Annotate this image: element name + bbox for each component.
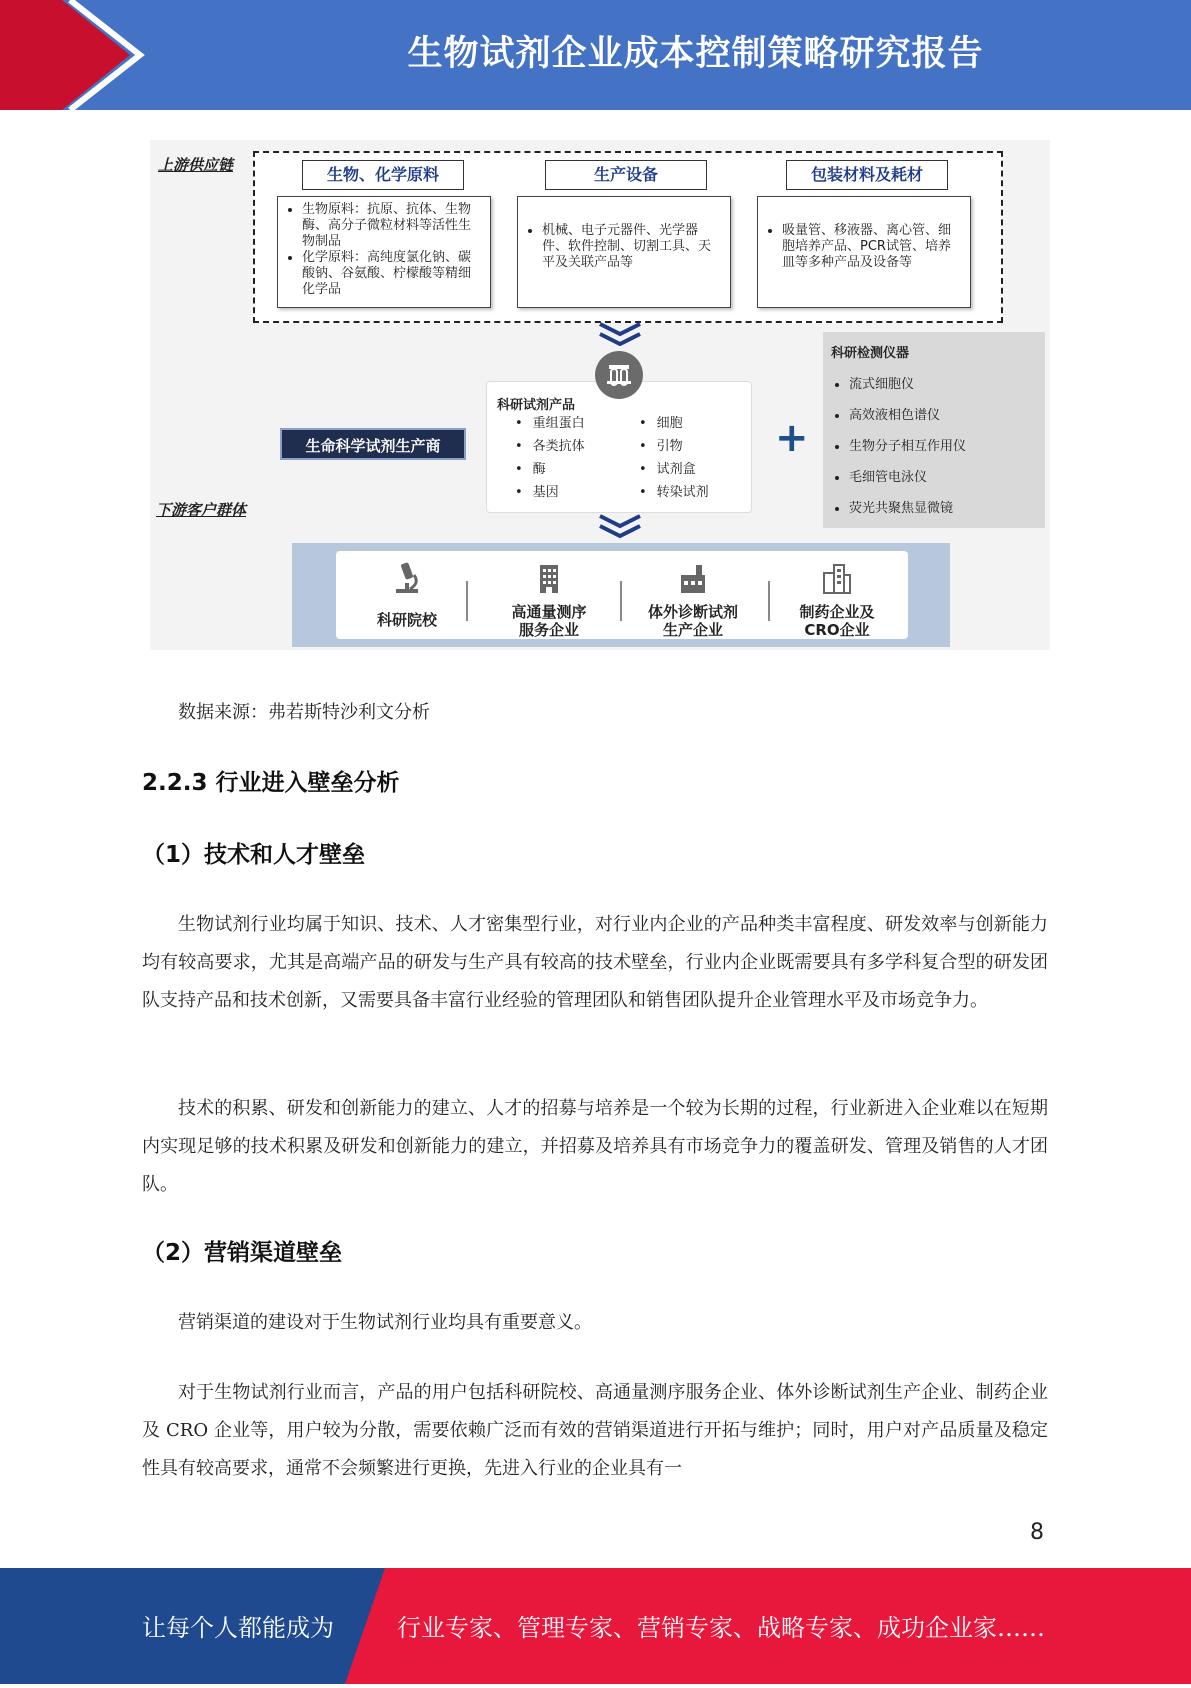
subsection-heading: （2）营销渠道壁垒 bbox=[142, 1240, 343, 1266]
list-item: • 化学原料：高纯度氯化钠、碳酸钠、谷氨酸、柠檬酸等精细化学品 bbox=[302, 250, 482, 298]
list-item: • 吸量管、移液器、离心管、细胞培养产品、PCR试管、培养皿等多种产品及设备等 bbox=[782, 223, 962, 271]
figure-source: 数据来源：弗若斯特沙利文分析 bbox=[178, 702, 430, 723]
list-item: • 重组蛋白 bbox=[529, 412, 585, 435]
list-item: • 转染试剂 bbox=[653, 481, 709, 504]
list-item: • 高效液相色谱仪 bbox=[849, 400, 1037, 431]
list-item: • 细胞 bbox=[653, 412, 709, 435]
page-header bbox=[0, 0, 1191, 110]
customer-segment bbox=[766, 551, 908, 639]
list-item: • 各类抗体 bbox=[529, 435, 585, 458]
customer-label-line: 制药企业及 bbox=[799, 603, 875, 621]
plus-icon: + bbox=[775, 415, 809, 461]
list-item: • 毛细管电泳仪 bbox=[849, 462, 1037, 493]
chevron-down-icon bbox=[598, 514, 642, 540]
customer-label bbox=[766, 603, 908, 639]
category-box bbox=[757, 196, 971, 308]
customer-segment bbox=[478, 551, 620, 639]
upstream-label: 上游供应链 bbox=[158, 156, 234, 174]
customer-label bbox=[622, 603, 764, 639]
page-title: 生物试剂企业成本控制策略研究报告 bbox=[407, 34, 984, 74]
paragraph: 营销渠道的建设对于生物试剂行业均具有重要意义。 bbox=[178, 1312, 592, 1333]
microscope-icon bbox=[392, 561, 422, 595]
list-item: • 基因 bbox=[529, 481, 585, 504]
footer-slogan-right: 行业专家、管理专家、营销专家、战略专家、成功企业家…… bbox=[397, 1614, 1045, 1642]
products-title: 科研试剂产品 bbox=[497, 398, 576, 413]
page-number: 8 bbox=[1030, 1520, 1044, 1545]
category-title: 生产设备 bbox=[545, 160, 707, 190]
category-title: 生物、化学原料 bbox=[302, 160, 464, 190]
list-item: • 引物 bbox=[653, 435, 709, 458]
chevron-down-icon bbox=[598, 322, 642, 348]
list-item: • 机械、电子元器件、光学器件、软件控制、切割工具、天平及关联产品等 bbox=[542, 223, 722, 271]
customer-label-line: 生产企业 bbox=[662, 621, 723, 639]
downstream-customers bbox=[292, 543, 950, 647]
category-box bbox=[277, 196, 491, 308]
header-arrow-decoration bbox=[0, 0, 160, 110]
list-item: • 酶 bbox=[529, 458, 585, 481]
customer-segment bbox=[622, 551, 764, 639]
industry-chain-figure bbox=[150, 140, 1050, 650]
footer-slogan-left: 让每个人都能成为 bbox=[142, 1614, 334, 1642]
building-icon bbox=[534, 561, 564, 595]
research-reagent-products bbox=[486, 381, 752, 513]
lab-flask-icon bbox=[595, 351, 643, 399]
subsection-heading: （1）技术和人才壁垒 bbox=[142, 842, 366, 868]
instruments-title: 科研检测仪器 bbox=[831, 346, 910, 361]
list-item: • 流式细胞仪 bbox=[849, 369, 1037, 400]
paragraph: 技术的积累、研发和创新能力的建立、人才的招募与培养是一个较为长期的过程，行业新进入企业难以在短期内实现足够的技术积累及研发和创新能力的建立，并招募及培养具有市场竞争力的覆盖研发、管理及销售的人才团队。 bbox=[142, 1098, 1048, 1195]
research-instruments-box bbox=[823, 332, 1045, 528]
customer-label-line: CRO企业 bbox=[804, 621, 870, 639]
list-item: • 生物原料：抗原、抗体、生物酶、高分子微粒材料等活性生物制品 bbox=[302, 202, 482, 250]
customer-label-line: 体外诊断试剂 bbox=[647, 603, 738, 621]
customer-segment bbox=[336, 551, 478, 639]
customer-label-line: 高通量测序 bbox=[511, 603, 587, 621]
downstream-label: 下游客户群体 bbox=[156, 501, 247, 519]
producer-label: 生命科学试剂生产商 bbox=[280, 428, 466, 460]
segment-divider bbox=[466, 581, 468, 621]
customer-label bbox=[478, 603, 620, 639]
customer-label-line: 服务企业 bbox=[518, 621, 579, 639]
section-heading: 2.2.3 行业进入壁垒分析 bbox=[142, 770, 400, 796]
category-title: 包装材料及耗材 bbox=[786, 160, 948, 190]
page-footer bbox=[0, 1568, 1191, 1684]
customer-segments bbox=[336, 551, 908, 639]
list-item: • 试剂盒 bbox=[653, 458, 709, 481]
paragraph: 生物试剂行业均属于知识、技术、人才密集型行业，对行业内企业的产品种类丰富程度、研发效率与创新能力均有较高要求，尤其是高端产品的研发与生产具有较高的技术壁垒，行业内企业既需要具有多学科复合型的研发团队支持产品和技术创新，又需要具备丰富行业经验的管理团队和销售团队提升企业管理水平及市场竞争力。 bbox=[142, 914, 1048, 1011]
customer-label: 科研院校 bbox=[376, 611, 437, 629]
office-buildings-icon bbox=[822, 561, 852, 595]
paragraph: 对于生物试剂行业而言，产品的用户包括科研院校、高通量测序服务企业、体外诊断试剂生产企业、制药企业及 CRO 企业等，用户较为分散，需要依赖广泛而有效的营销渠道进行开拓与维护；同时，用户对产品质量及稳定性具有较高要求，通常不会频繁进行更换，先进入行业的企业具有一 bbox=[142, 1382, 1048, 1479]
list-item: • 荧光共聚焦显微镜 bbox=[849, 493, 1037, 524]
factory-icon bbox=[678, 561, 708, 595]
list-item: • 生物分子相互作用仪 bbox=[849, 431, 1037, 462]
category-box bbox=[517, 196, 731, 308]
